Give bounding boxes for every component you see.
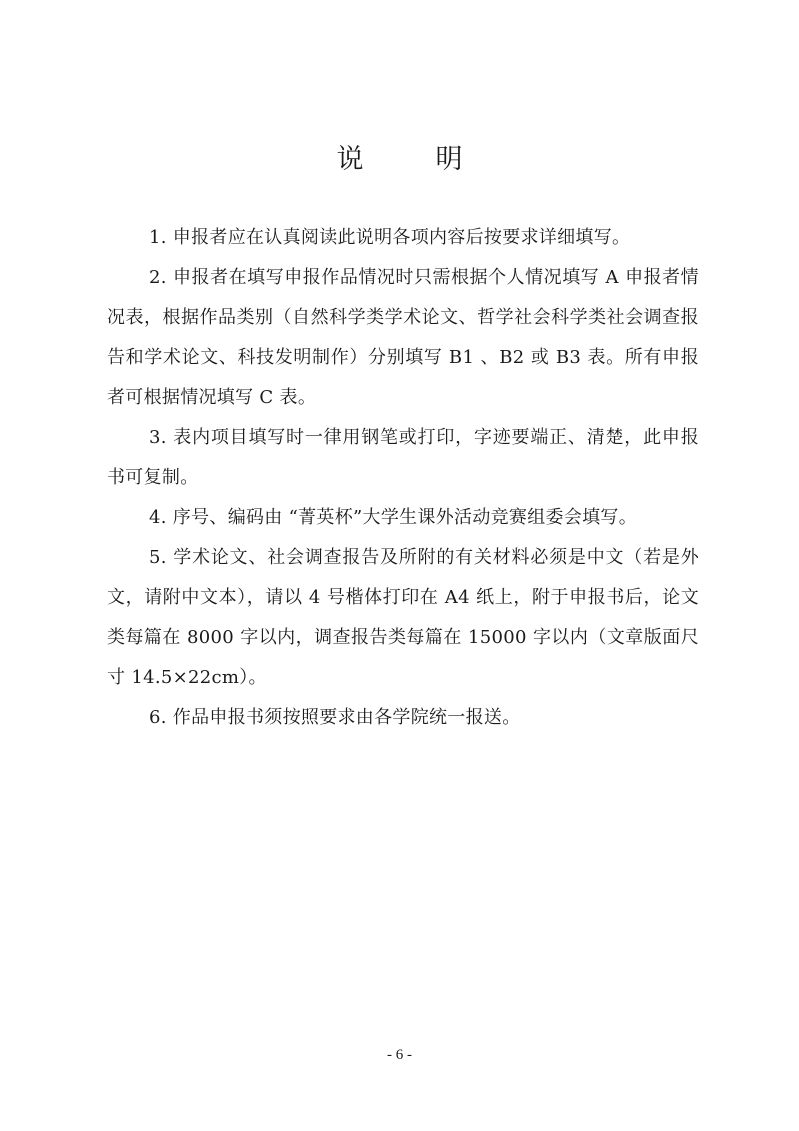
page-number: - 6 - — [387, 1047, 412, 1063]
instruction-paragraph-1: 1. 申报者应在认真阅读此说明各项内容后按要求详细填写。 — [149, 227, 631, 248]
instruction-paragraph-4: 4. 序号、编码由 “菁英杯”大学生课外活动竞赛组委会填写。 — [149, 507, 638, 528]
instruction-paragraph-3: 3. 表内项目填写时一律用钢笔或打印，字迹要端正、清楚，此申报书可复制。 — [107, 427, 699, 488]
title-char-2: 明 — [435, 144, 463, 175]
instruction-paragraph-5: 5. 学术论文、社会调查报告及所附的有关材料必须是中文（若是外文，请附中文本），请以 4 号楷体打印在 A4 纸上，附于申报书后，论文类每篇在 8000 字以内，调查报告类每篇在 15000 字以内（文章版面尺寸 14.5×22cm）。 — [107, 547, 699, 688]
title-char-1: 说 — [336, 144, 364, 175]
page-title — [0, 140, 799, 180]
instruction-paragraph-2: 2. 申报者在填写申报作品情况时只需根据个人情况填写 A 申报者情况表，根据作品类别（自然科学类学术论文、哲学社会科学类社会调查报告和学术论文、科技发明制作）分别填写 B1 、B2 或 B3 表。所有申报者可根据情况填写 C 表。 — [107, 267, 699, 408]
instructions-body — [107, 218, 699, 738]
instruction-paragraph-6: 6. 作品申报书须按照要求由各学院统一报送。 — [149, 707, 521, 728]
